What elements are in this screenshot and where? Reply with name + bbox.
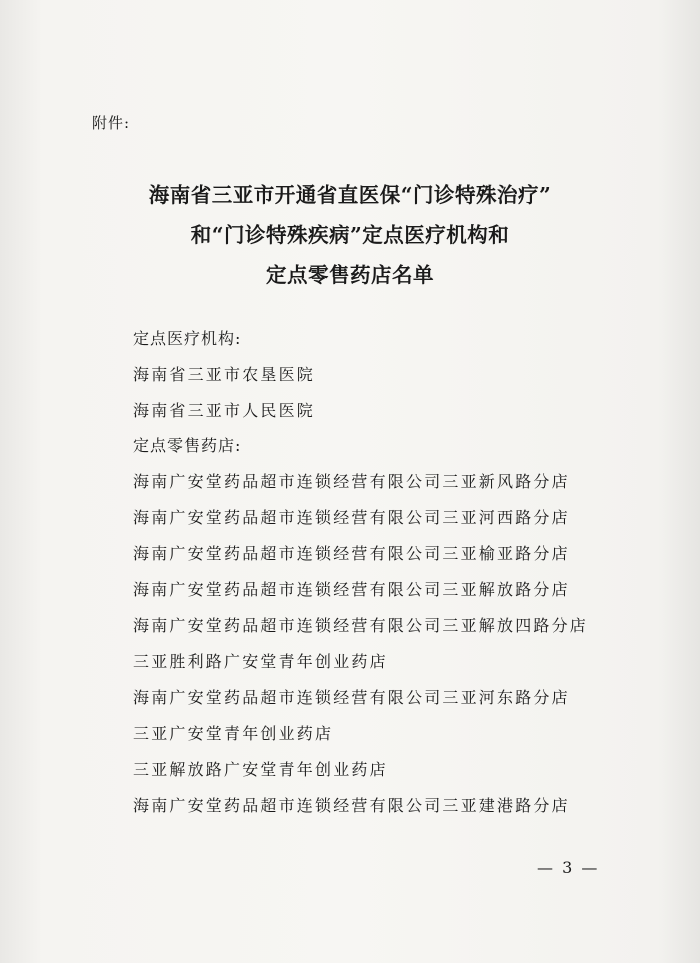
title-line-1: 海南省三亚市开通省直医保“门诊特殊治疗” [148,183,552,207]
page-number: — 3 — [537,858,600,877]
pharmacies-heading: 定点零售药店: [133,436,242,455]
list-item: 三亚胜利路广安堂青年创业药店 [133,652,388,671]
list-item: 海南省三亚市农垦医院 [133,365,316,384]
list-item: 海南广安堂药品超市连锁经营有限公司三亚河西路分店 [133,508,570,527]
medical-institutions-heading: 定点医疗机构: [133,329,242,348]
list-item: 三亚广安堂青年创业药店 [133,724,334,743]
list-item: 海南广安堂药品超市连锁经营有限公司三亚榆亚路分店 [133,544,570,563]
list-item: 海南广安堂药品超市连锁经营有限公司三亚解放路分店 [133,580,570,599]
list-item: 三亚解放路广安堂青年创业药店 [133,760,388,779]
attachment-label: 附件: [92,114,131,132]
list-item: 海南广安堂药品超市连锁经营有限公司三亚解放四路分店 [133,616,589,635]
title-line-2: 和“门诊特殊疾病”定点医疗机构和 [190,223,510,247]
list-item: 海南广安堂药品超市连锁经营有限公司三亚新风路分店 [133,472,570,491]
title-line-3: 定点零售药店名单 [266,263,434,287]
list-item: 海南广安堂药品超市连锁经营有限公司三亚河东路分店 [133,688,570,707]
list-item: 海南省三亚市人民医院 [133,401,316,420]
list-item: 海南广安堂药品超市连锁经营有限公司三亚建港路分店 [133,796,570,815]
